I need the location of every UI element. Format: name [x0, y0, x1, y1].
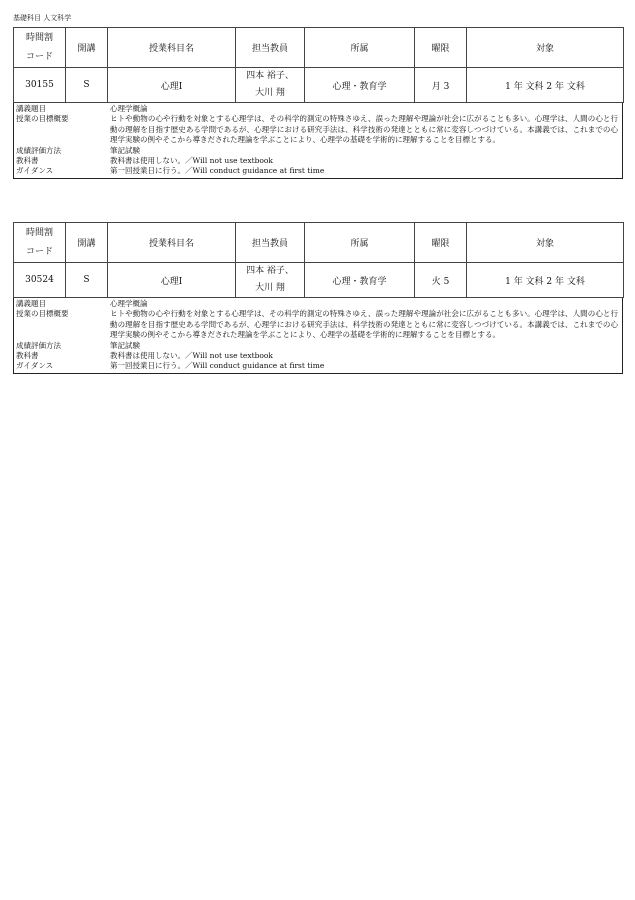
course-instructor	[236, 68, 305, 103]
course-table	[13, 27, 624, 103]
table-header-row	[14, 223, 624, 263]
evaluation-value: 筆記試験	[110, 340, 140, 350]
textbook-label: 教科書	[16, 156, 39, 166]
course-target: 1 年 文科 2 年 文科	[467, 263, 624, 298]
course-subject: 心理I	[108, 263, 236, 298]
course-affiliation: 心理・教育学	[305, 263, 415, 298]
detail-theme-row	[14, 104, 622, 114]
evaluation-value: 筆記試験	[110, 145, 140, 155]
theme-value: 心理学概論	[110, 299, 148, 308]
col-code-header	[14, 223, 66, 263]
detail-guidance-row	[14, 361, 622, 371]
col-target-header: 対象	[467, 28, 624, 68]
guidance-label: ガイダンス	[16, 361, 54, 371]
col-instructor-header: 担当教員	[236, 28, 305, 68]
code-header-line2: コード	[25, 246, 53, 257]
course-instructor	[236, 263, 305, 298]
detail-evaluation-row	[14, 146, 622, 156]
theme-label: 講義題目	[16, 104, 46, 113]
detail-overview-row	[14, 114, 622, 145]
evaluation-label: 成績評価方法	[16, 340, 61, 350]
detail-theme-row	[14, 299, 622, 309]
course-period: 月 3	[415, 68, 467, 103]
course-table	[13, 222, 624, 298]
col-term-header: 開講	[66, 28, 108, 68]
col-code-header	[14, 28, 66, 68]
col-subject-header: 授業科目名	[108, 223, 236, 263]
course-details	[13, 298, 623, 374]
instructor-line1: 四本 裕子、	[246, 71, 294, 81]
theme-label: 講義題目	[16, 299, 46, 308]
course-block	[13, 27, 623, 179]
col-instructor-header: 担当教員	[236, 223, 305, 263]
col-affiliation-header: 所属	[305, 223, 415, 263]
col-period-header: 曜限	[415, 223, 467, 263]
course-subject: 心理I	[108, 68, 236, 103]
overview-value: ヒトや動物の心や行動を対象とする心理学は、その科学的測定の特殊さゆえ、誤った理解や理論が社会に広がることも多い。心理学は、人間の心と行動の理解を目指す歴史ある学問であるが、心理学における研究手法は、科学技術の発達とともに常に変容しつづけている。本講義では、これまでの心理学実験の例やそこから導きだされた理論を学ぶことにより、心理学の基礎を学術的に理解することを目標とする。	[110, 309, 618, 340]
textbook-value: 教科書は使用しない。／Will not use textbook	[110, 156, 273, 166]
col-term-header: 開講	[66, 223, 108, 263]
detail-textbook-row	[14, 156, 622, 166]
course-code: 30155	[14, 68, 66, 103]
col-period-header: 曜限	[415, 28, 467, 68]
col-affiliation-header: 所属	[305, 28, 415, 68]
textbook-value: 教科書は使用しない。／Will not use textbook	[110, 351, 273, 361]
course-target: 1 年 文科 2 年 文科	[467, 68, 624, 103]
course-code: 30524	[14, 263, 66, 298]
course-details	[13, 103, 623, 179]
col-subject-header: 授業科目名	[108, 28, 236, 68]
code-header-line2: コード	[25, 51, 53, 62]
instructor-line1: 四本 裕子、	[246, 266, 294, 276]
table-row	[14, 263, 624, 298]
instructor-line2: 大川 翔	[255, 283, 285, 293]
code-header-line1: 時間割	[25, 227, 53, 238]
col-target-header: 対象	[467, 223, 624, 263]
course-period: 火 5	[415, 263, 467, 298]
course-term: S	[66, 68, 108, 103]
textbook-label: 教科書	[16, 351, 39, 361]
detail-guidance-row	[14, 166, 622, 176]
table-header-row	[14, 28, 624, 68]
detail-textbook-row	[14, 351, 622, 361]
category-heading: 基礎科目 人文科学	[13, 14, 72, 22]
table-row	[14, 68, 624, 103]
theme-value: 心理学概論	[110, 104, 148, 113]
code-header-line1: 時間割	[25, 32, 53, 43]
course-term: S	[66, 263, 108, 298]
detail-evaluation-row	[14, 341, 622, 351]
course-block	[13, 222, 623, 374]
guidance-value: 第一回授業日に行う。／Will conduct guidance at first time	[110, 361, 325, 371]
instructor-line2: 大川 翔	[255, 88, 285, 98]
overview-label: 授業の目標概要	[16, 309, 69, 319]
overview-label: 授業の目標概要	[16, 114, 69, 124]
course-affiliation: 心理・教育学	[305, 68, 415, 103]
detail-overview-row	[14, 309, 622, 340]
guidance-value: 第一回授業日に行う。／Will conduct guidance at first time	[110, 166, 325, 176]
guidance-label: ガイダンス	[16, 166, 54, 176]
overview-value: ヒトや動物の心や行動を対象とする心理学は、その科学的測定の特殊さゆえ、誤った理解や理論が社会に広がることも多い。心理学は、人間の心と行動の理解を目指す歴史ある学問であるが、心理学における研究手法は、科学技術の発達とともに常に変容しつづけている。本講義では、これまでの心理学実験の例やそこから導きだされた理論を学ぶことにより、心理学の基礎を学術的に理解することを目標とする。	[110, 114, 618, 145]
evaluation-label: 成績評価方法	[16, 145, 61, 155]
